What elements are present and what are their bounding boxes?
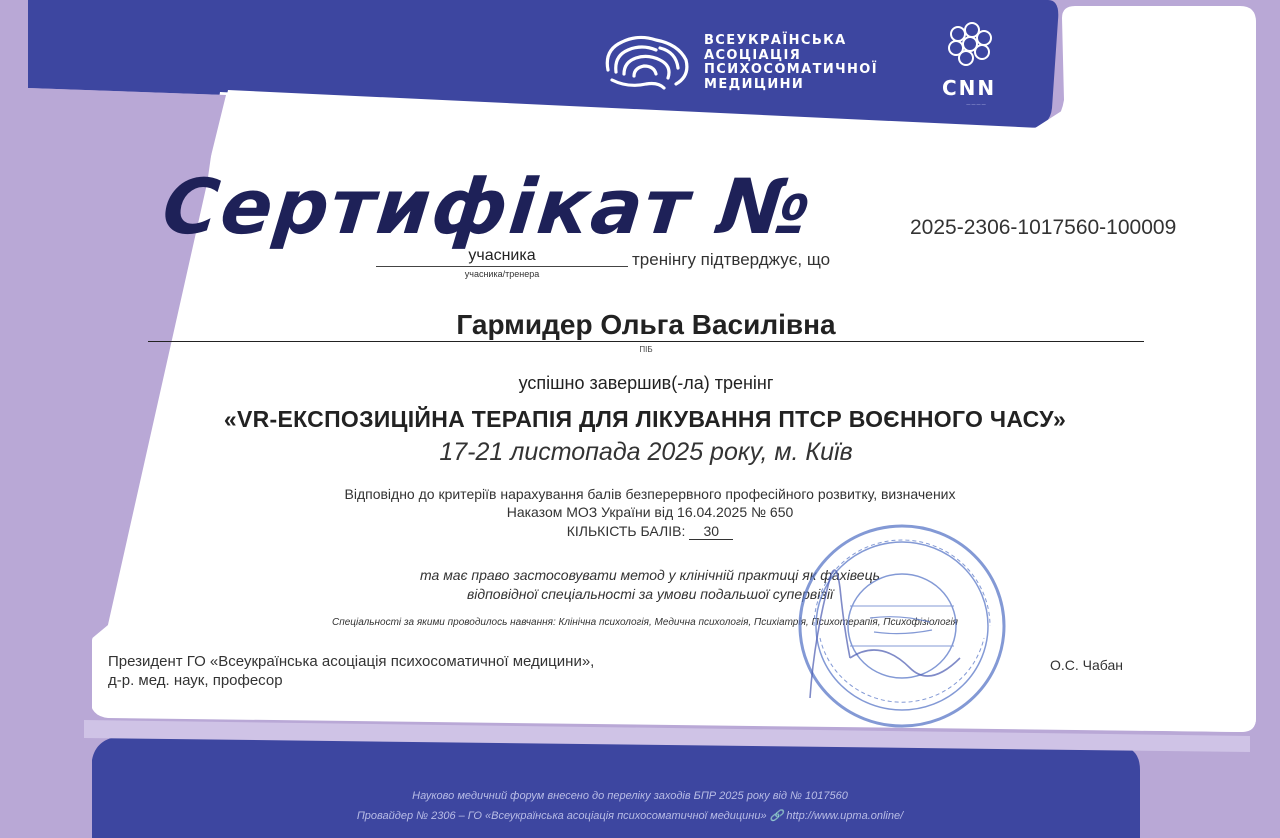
cnn-label: CNN	[942, 76, 997, 100]
association-line-1: ВСЕУКРАЇНСЬКА	[704, 33, 847, 48]
criteria-text	[150, 485, 1150, 521]
role-value: учасника	[376, 246, 628, 267]
brain-icon	[598, 30, 694, 96]
association-line-2: АСОЦІАЦІЯ	[704, 47, 802, 63]
training-date: 17-21 листопада 2025 року, м. Київ	[439, 438, 853, 466]
points-value: 30	[689, 523, 733, 540]
association-name	[704, 34, 878, 92]
cnn-brain-icon	[944, 20, 996, 70]
association-line-3: ПСИХОСОМАТИЧНОЇ	[704, 62, 878, 77]
footer-text	[240, 786, 1020, 826]
signer-name: О.С. Чабан	[1050, 657, 1124, 673]
points-label: КІЛЬКІСТЬ БАЛІВ:	[566, 523, 686, 539]
certificate-title: Сертифікат №	[158, 162, 818, 251]
president-line-2: д-р. мед. наук, професор	[108, 672, 283, 689]
practice-line-2: відповідної спеціальності за умови подальшої супервізії	[466, 586, 834, 602]
practice-line-1: та має право застосовувати метод у клінічній практиці як фахівець	[420, 567, 880, 583]
footer-line-2: Провайдер № 2306 – ГО «Всеукраїнська асоціація психосоматичної медицини» 🔗 http://www.upma.online/	[356, 810, 904, 822]
round-stamp-icon	[790, 518, 1010, 732]
footer-line-1: Науково медичний форум внесено до переліку заходів БПР 2025 року від № 1017560	[412, 790, 848, 802]
confirm-text: тренінгу підтверджує, що	[632, 250, 831, 269]
specialties-text: Спеціальності за якими проводилось навчання: Клінічна психологія, Медична психологія, Психіатрія, Психотерапія, Психофізіологія	[331, 617, 959, 628]
role-caption: учасника/тренера	[464, 269, 540, 279]
participant-name: Гармидер Ольга Василівна	[456, 309, 836, 340]
name-caption: ПІБ	[639, 345, 653, 354]
association-line-4: МЕДИЦИНИ	[704, 76, 805, 92]
president-block	[108, 652, 594, 690]
criteria-line-1: Відповідно до критеріїв нарахування балів безперервного професійного розвитку, визначених	[344, 486, 956, 502]
signature-icon	[810, 570, 960, 698]
name-underline	[148, 341, 1144, 342]
cnn-subtitle-decoration: — — — —	[966, 101, 986, 106]
training-title: «VR-ЕКСПОЗИЦІЙНА ТЕРАПІЯ ДЛЯ ЛІКУВАННЯ ПТСР ВОЄННОГО ЧАСУ»	[223, 406, 1067, 432]
certificate-number: 2025-2306-1017560-100009	[910, 216, 1177, 239]
criteria-line-2: Наказом МОЗ України від 16.04.2025 № 650	[506, 504, 794, 520]
president-line-1: Президент ГО «Всеукраїнська асоціація психосоматичної медицини»,	[108, 653, 595, 670]
completed-text: успішно завершив(-ла) тренінг	[518, 373, 774, 393]
